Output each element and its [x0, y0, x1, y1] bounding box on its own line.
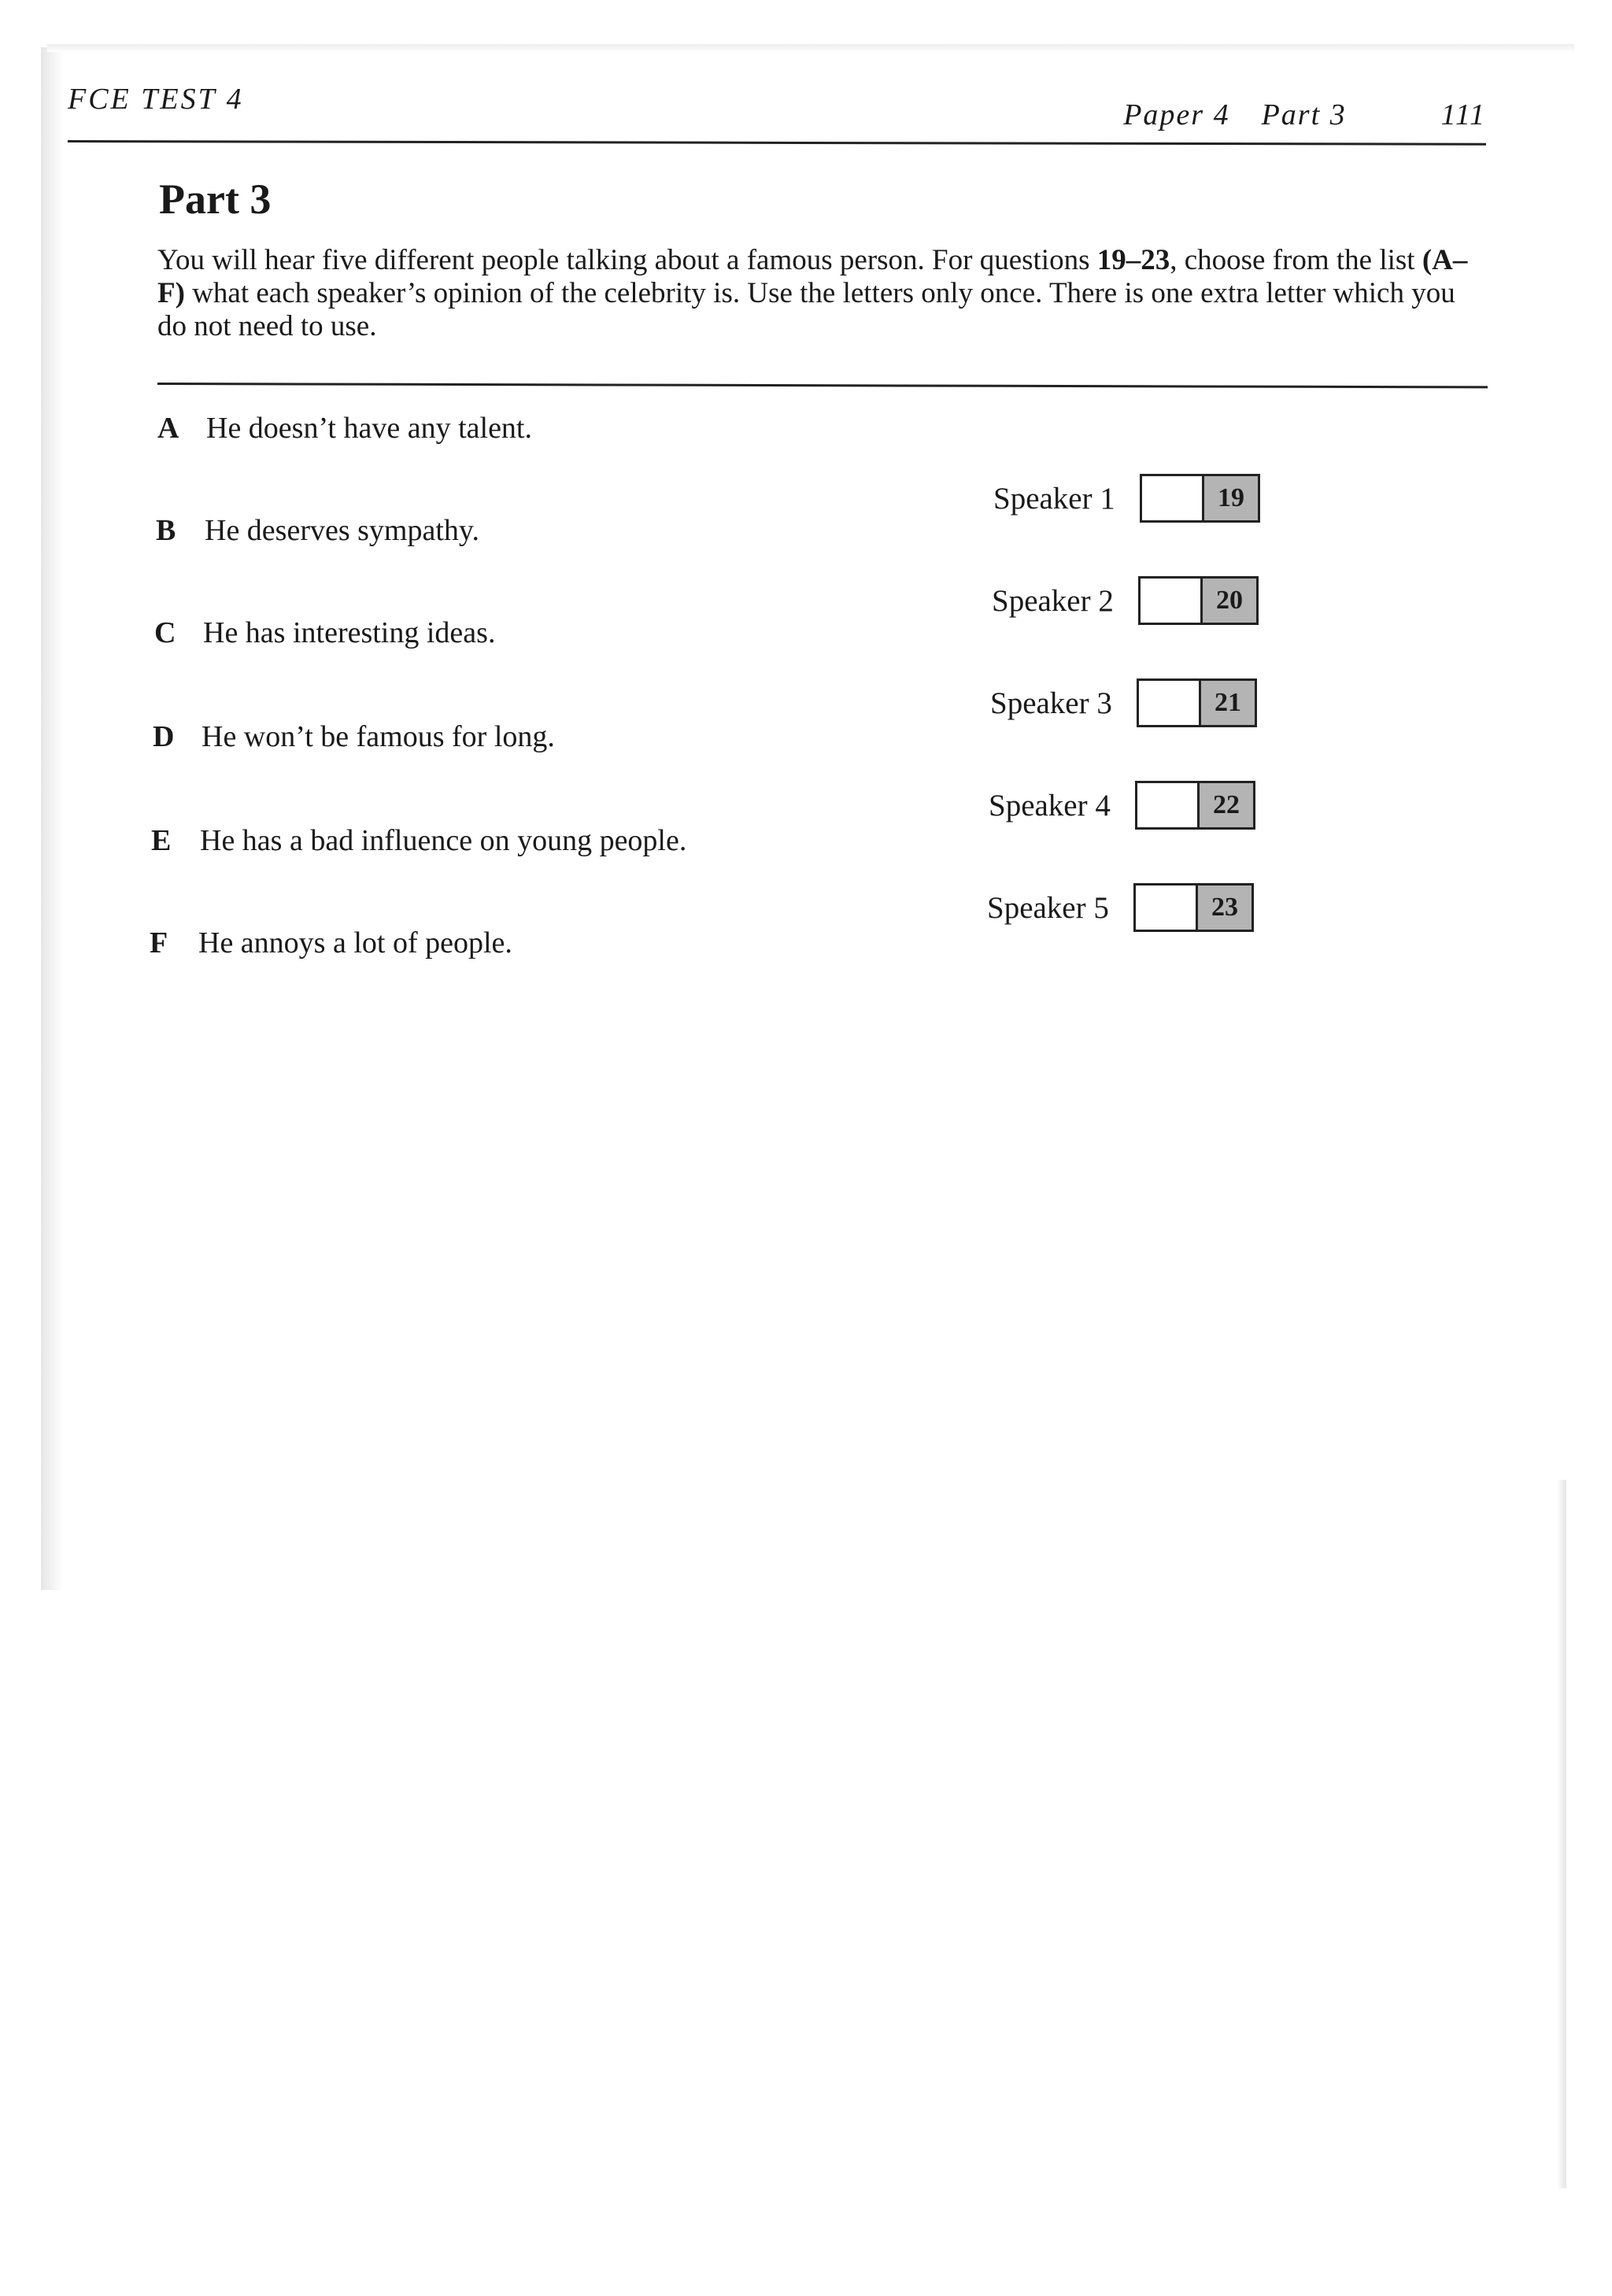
option-letter: B	[156, 514, 176, 547]
question-range: 19–23	[1096, 244, 1170, 276]
option-letter: F	[150, 926, 168, 959]
option-letter-range: (A–F)	[157, 244, 1468, 309]
option-d	[153, 719, 555, 754]
running-head: FCE TEST 4	[68, 83, 244, 116]
speaker-row-2	[992, 576, 1259, 625]
option-text: He won’t be famous for long.	[202, 720, 555, 753]
answer-box-speaker-4[interactable]	[1137, 783, 1197, 827]
option-f	[150, 926, 512, 960]
speaker-label: Speaker 4	[989, 788, 1111, 823]
speaker-row-1	[993, 474, 1260, 523]
answer-box-speaker-1[interactable]	[1142, 476, 1202, 520]
answer-pair	[1137, 678, 1257, 727]
instructions	[157, 244, 1486, 343]
section-title: Part 3	[159, 176, 272, 223]
instructions-text-1: You will hear five different people talking about a famous person. For questions	[157, 244, 1097, 276]
page-number: 111	[1440, 98, 1486, 131]
answer-pair	[1133, 883, 1254, 932]
scan-shadow-right	[1557, 1480, 1566, 2188]
answer-box-speaker-3[interactable]	[1139, 681, 1199, 725]
option-text: He doesn’t have any talent.	[206, 412, 532, 445]
speaker-row-3	[990, 678, 1257, 727]
option-letter: D	[153, 720, 175, 753]
option-letter: C	[154, 616, 176, 649]
option-b	[156, 513, 479, 548]
answer-pair	[1138, 576, 1259, 625]
option-letter: A	[157, 412, 179, 445]
scan-shadow-top	[47, 44, 1574, 52]
part-label: Part 3	[1261, 98, 1347, 131]
answer-box-speaker-5[interactable]	[1136, 885, 1196, 930]
answer-pair	[1135, 781, 1255, 830]
speaker-label: Speaker 5	[987, 890, 1109, 925]
section-rule	[157, 383, 1488, 388]
question-number: 19	[1202, 476, 1258, 520]
question-number: 22	[1197, 783, 1253, 827]
speaker-label: Speaker 2	[992, 583, 1114, 618]
option-text: He annoys a lot of people.	[198, 926, 512, 959]
option-text: He has a bad influence on young people.	[200, 824, 687, 857]
header-rule	[68, 140, 1486, 146]
scan-shadow-left	[41, 47, 63, 1590]
option-e	[151, 823, 686, 858]
question-number: 21	[1199, 681, 1255, 725]
speaker-row-5	[987, 883, 1254, 932]
question-number: 20	[1200, 579, 1256, 623]
option-c	[154, 616, 495, 650]
instructions-text-3: what each speaker’s opinion of the celebrity is. Use the letters only once. There is one extra letter which you do not need to use.	[157, 277, 1455, 342]
instructions-text-2: , choose from the list	[1170, 244, 1422, 276]
option-a	[157, 411, 532, 446]
speaker-label: Speaker 3	[990, 686, 1112, 720]
answer-pair	[1140, 474, 1260, 523]
option-letter: E	[151, 824, 172, 857]
option-text: He deserves sympathy.	[205, 514, 479, 547]
speaker-row-4	[989, 781, 1255, 830]
option-text: He has interesting ideas.	[203, 616, 496, 649]
speaker-label: Speaker 1	[993, 481, 1115, 516]
page-header-right	[1123, 98, 1486, 132]
question-number: 23	[1196, 885, 1252, 930]
answer-box-speaker-2[interactable]	[1141, 579, 1200, 623]
paper-label: Paper 4	[1123, 98, 1230, 131]
